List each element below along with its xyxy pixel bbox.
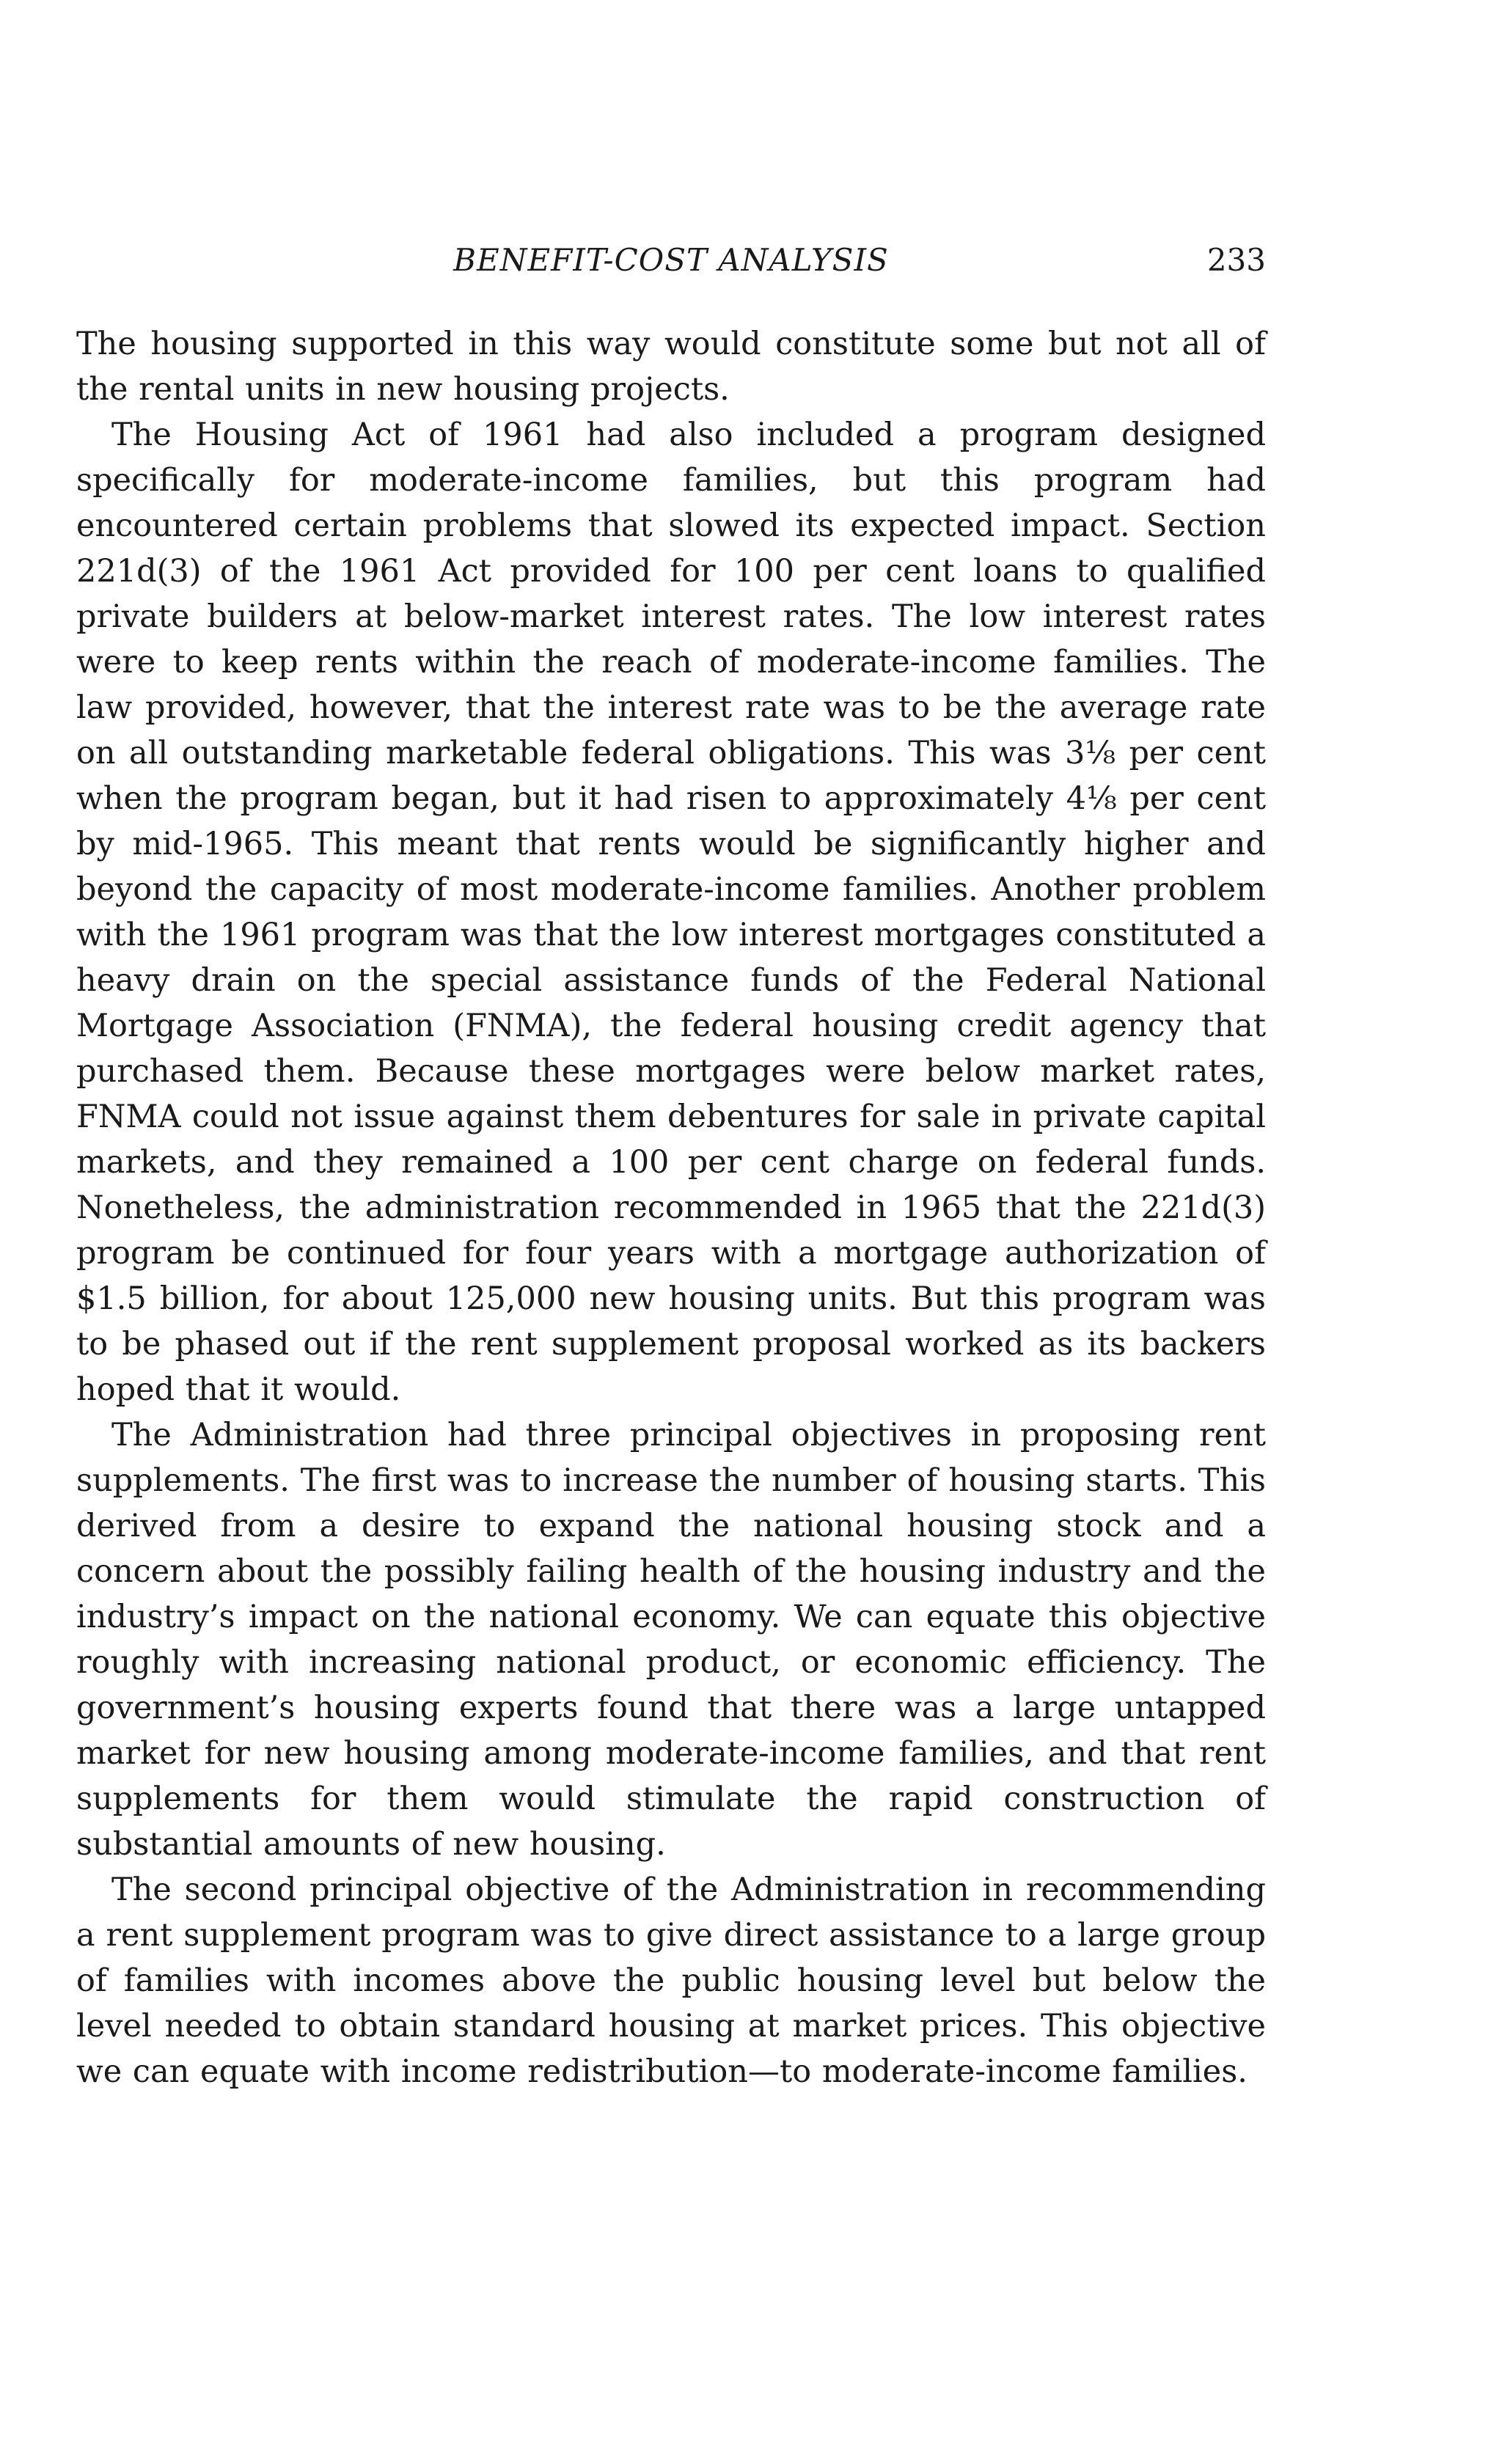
page-number: 233: [1206, 242, 1266, 278]
running-head: [76, 242, 1266, 293]
paragraph-continuation: The housing supported in this way would constitute some but not all of the rental units in new housing projects.: [76, 326, 1266, 408]
running-title: BENEFIT-COST ANALYSIS: [453, 242, 889, 278]
book-page: [76, 242, 1266, 2094]
paragraph-second-objective: The second principal objective of the Administration in recommending a rent supplement program was to give direct assistance to a large group of families with incomes above the public housing level but below the level needed to obtain standard housing at market prices. This objective we can equate with income redistribution—to moderate-income families.: [76, 1871, 1266, 2090]
paragraph-objectives: The Administration had three principal objectives in proposing rent supplements. The first was to increase the number of housing starts. This derived from a desire to expand the national housing stock and a concern about the possibly failing health of the housing industry and the industry’s impact on the national economy. We can equate this objective roughly with increasing national product, or economic efficiency. The government’s housing experts found that there was a large untapped market for new housing among moderate-income families, and that rent supplements for them would stimulate the rapid construction of substantial amounts of new housing.: [76, 1417, 1266, 1863]
paragraph-housing-act: The Housing Act of 1961 had also included a program designed specifically for moderate-income families, but this program had encountered certain problems that slowed its expected impact. Section 221d(3) of the 1961 Act provided for 100 per cent loans to qualified private builders at below-market interest rates. The low interest rates were to keep rents within the reach of moderate-income families. The law provided, however, that the interest rate was to be the average rate on all outstanding marketable federal obligations. This was 3⅛ per cent when the program began, but it had risen to approximately 4⅛ per cent by mid-1965. This meant that rents would be significantly higher and beyond the capacity of most moderate-income families. Another problem with the 1961 program was that the low interest mortgages constituted a heavy drain on the special assistance funds of the Federal National Mortgage Association (FNMA), the federal housing credit agency that purchased them. Because these mortgages were below market rates, FNMA could not issue against them debentures for sale in private capital markets, and they remained a 100 per cent charge on federal funds. Nonetheless, the administration recommended in 1965 that the 221d(3) program be continued for four years with a mortgage authorization of $1.5 billion, for about 125,000 new housing units. But this program was to be phased out if the rent supplement proposal worked as its backers hoped that it would.: [76, 417, 1266, 1408]
body-text: [76, 321, 1266, 2094]
